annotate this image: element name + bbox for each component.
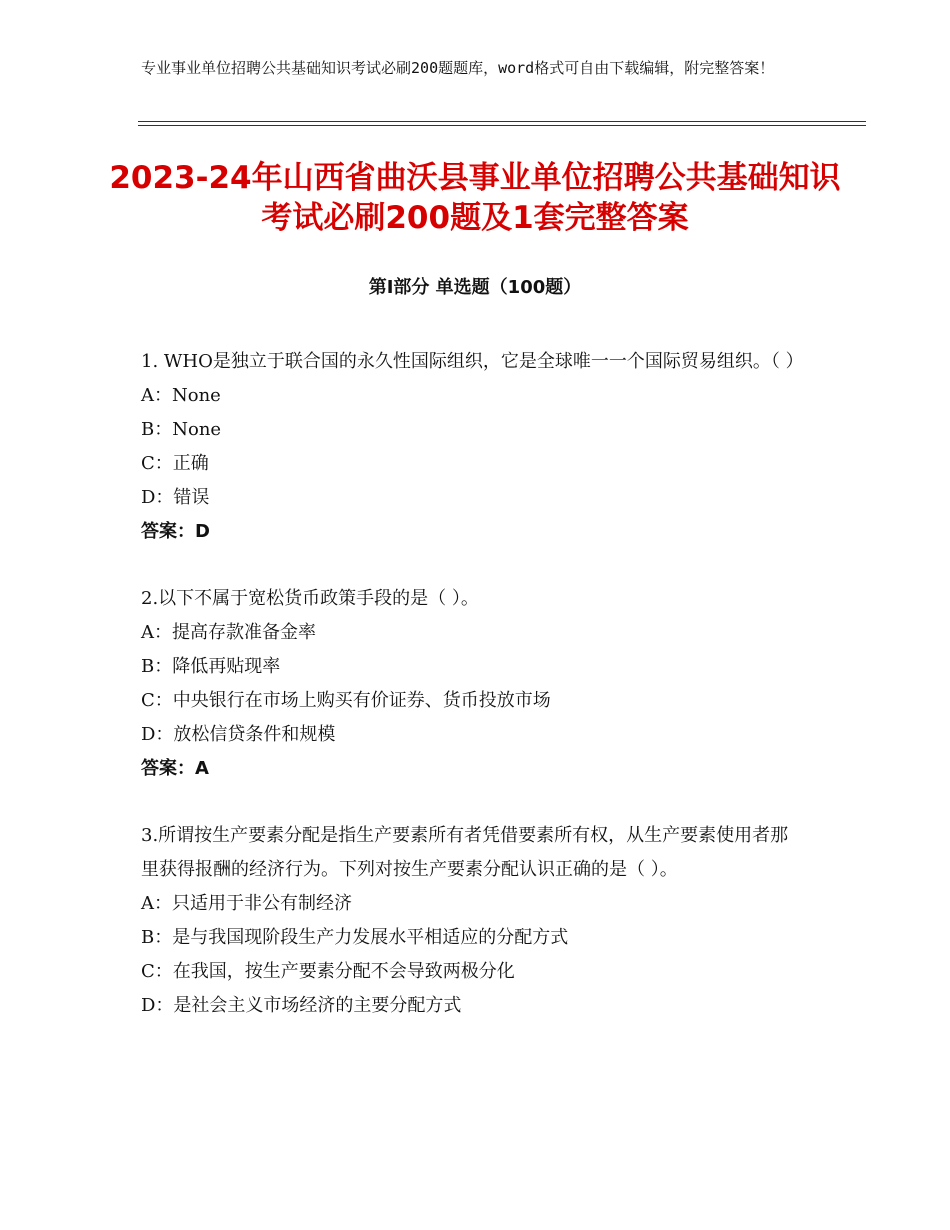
section-title: 第Ⅰ部分 单选题（100题） — [368, 277, 582, 298]
header-note: 专业事业单位招聘公共基础知识考试必刷200题题库，word格式可自由下载编辑，附完整答案！ — [141, 59, 775, 77]
question-text: 2.以下不属于宽松货币政策手段的是（ ）。 — [141, 588, 479, 609]
question-list — [141, 345, 806, 1056]
option-c: C：正确 — [141, 453, 209, 474]
question-2 — [141, 582, 806, 786]
answer-label: 答案： — [141, 521, 195, 542]
option-d: D：错误 — [141, 487, 210, 508]
option-b: B：是与我国现阶段生产力发展水平相适应的分配方式 — [141, 927, 569, 948]
option-a: A：提高存款准备金率 — [141, 622, 316, 643]
option-b: B：降低再贴现率 — [141, 656, 281, 677]
answer-line — [141, 515, 806, 549]
question-1 — [141, 345, 806, 549]
option-c: C：中央银行在市场上购买有价证券、货币投放市场 — [141, 690, 551, 711]
answer-line — [141, 752, 806, 786]
answer-value: A — [195, 758, 209, 779]
question-text: 1. WHO是独立于联合国的永久性国际组织，它是全球唯一一个国际贸易组织。（ ） — [141, 351, 804, 372]
answer-label: 答案： — [141, 758, 195, 779]
question-text: 3.所谓按生产要素分配是指生产要素所有者凭借要素所有权，从生产要素使用者那里获得报酬的经济行为。下列对按生产要素分配认识正确的是（ ）。 — [141, 825, 789, 880]
answer-value: D — [195, 521, 210, 542]
option-a: A：None — [141, 385, 221, 406]
option-a: A：只适用于非公有制经济 — [141, 893, 352, 914]
header-divider-second — [138, 125, 866, 126]
document-title: 2023-24年山西省曲沃县事业单位招聘公共基础知识考试必刷200题及1套完整答案 — [109, 160, 841, 236]
option-b: B：None — [141, 419, 222, 440]
question-3 — [141, 819, 806, 1023]
option-d: D：放松信贷条件和规模 — [141, 724, 336, 745]
option-d: D：是社会主义市场经济的主要分配方式 — [141, 995, 462, 1016]
header-divider — [138, 121, 866, 122]
option-c: C：在我国，按生产要素分配不会导致两极分化 — [141, 961, 515, 982]
